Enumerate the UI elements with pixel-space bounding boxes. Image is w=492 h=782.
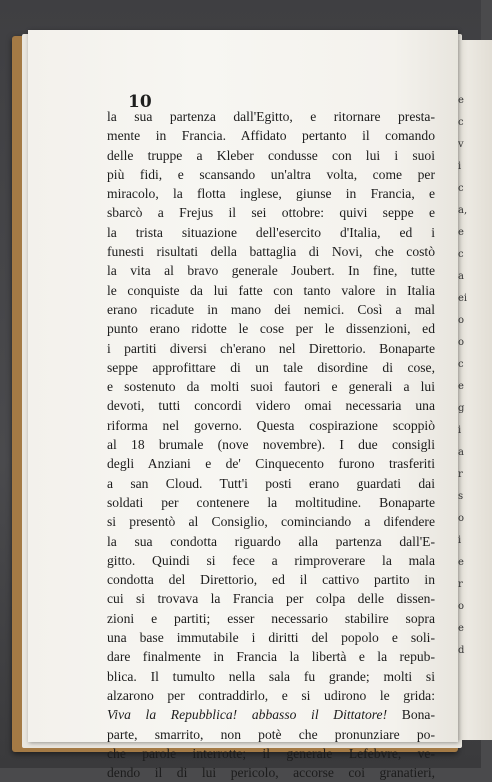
facing-page-fragment: a, — [458, 205, 468, 216]
facing-page-fragment: r — [458, 579, 463, 590]
text-line: degli Anziani e de' Cinquecento furono trasferiti — [107, 456, 435, 472]
text-line: a san Cloud. Tutt'i posti erano guardati dai — [107, 475, 435, 491]
text-line: parte, smarrito, non potè che pronunziare po- — [107, 726, 435, 742]
text-line: e sostenuto da molti suoi fautori e generali a lui — [107, 379, 435, 395]
text-line: seppe approfittare di un tale disordine di cose, — [107, 359, 435, 375]
text-line: i partiti diversi ch'erano nel Direttorio. Bonaparte — [107, 340, 435, 356]
facing-page-fragment: o — [458, 513, 465, 524]
page-number: 10 — [128, 92, 152, 112]
text-line: la vita al bravo generale Joubert. In fine, tutte — [107, 263, 435, 279]
text-line: alzarono per contraddirlo, e si udirono le grida: — [107, 687, 435, 703]
facing-page-fragment: d — [458, 645, 465, 656]
text-line: che parole interrotte; il generale Lefebvre, ve- — [107, 745, 435, 761]
text-line: delle truppe a Kleber condusse con lui i suoi — [107, 147, 435, 163]
facing-page-fragment: i — [458, 161, 462, 172]
facing-page-text — [458, 90, 480, 662]
facing-page-fragment: a — [458, 271, 464, 282]
text-line: erano ricadute in mano dei nemici. Così a mal — [107, 301, 435, 317]
facing-page-fragment: e — [458, 381, 464, 392]
text-line: riforma nel governo. Questa cospirazione scoppiò — [107, 417, 435, 433]
text-line: funesti risultati della battaglia di Novi, che costò — [107, 244, 435, 260]
facing-page-fragment: e — [458, 623, 464, 634]
facing-page-fragment: c — [458, 117, 464, 128]
text-line: blica. Il tumulto nella sala fu grande; molti si — [107, 668, 435, 684]
text-line: la sua condotta riguardo alla partenza dall'E- — [107, 533, 435, 549]
text-line: la trista situazione dell'esercito d'Italia, ed i — [107, 224, 435, 240]
facing-page-fragment: o — [458, 601, 465, 612]
facing-page-fragment: o — [458, 337, 465, 348]
facing-page-fragment: e — [458, 95, 464, 106]
text-fragment: Bona- — [387, 707, 435, 723]
text-line: al 18 brumale (nove novembre). I due consigli — [107, 437, 435, 453]
facing-page-fragment: ei — [458, 293, 468, 304]
text-line: la sua partenza dall'Egitto, e ritornare presta- — [107, 109, 435, 124]
facing-page-fragment: e — [458, 557, 464, 568]
text-line-mixed — [107, 705, 435, 724]
text-line: si presentò al Consiglio, cominciando a difendere — [107, 514, 435, 530]
text-line: zioni e partiti; esser necessario stabilire sopra — [107, 610, 435, 626]
text-line: condotta del Direttorio, ed il cattivo partito in — [107, 572, 435, 588]
text-line: gitto. Quindi si fece a rimproverare la mala — [107, 552, 435, 568]
facing-page-fragment: c — [458, 359, 464, 370]
text-line: miracolo, la flotta inglese, giunse in Francia, e — [107, 186, 435, 202]
facing-page-fragment: r — [458, 469, 463, 480]
facing-page-fragment: a — [458, 447, 464, 458]
text-line: cui si trovava la Francia per colpa delle dissen- — [107, 591, 435, 607]
page-body-text — [107, 107, 435, 782]
text-line: sbarcò a Frejus il sei ottobre: quivi seppe e — [107, 205, 435, 221]
text-line: devoti, tutti concordi videro omai necessaria una — [107, 398, 435, 414]
text-line: soldati per contenere la moltitudine. Bonaparte — [107, 494, 435, 510]
text-line: più fidi, e scansando un'altra volta, come per — [107, 166, 435, 182]
facing-page-fragment: c — [458, 249, 464, 260]
facing-page-fragment: v — [458, 139, 464, 150]
text-line: dare finalmente in Francia la libertà e la repub- — [107, 649, 435, 665]
facing-page-fragment: e — [458, 227, 464, 238]
italic-exclamation: Viva la Repubblica! abbasso il Dittatore! — [107, 707, 388, 723]
facing-page-fragment: i — [458, 425, 462, 436]
text-line: dendo il di lui pericolo, accorse coi granatieri, — [107, 765, 435, 781]
facing-page-fragment: g — [458, 403, 465, 414]
text-line: una base immutabile i diritti del popolo e soli- — [107, 630, 435, 646]
text-line: le conquiste da lui fatte con tanto valore in Italia — [107, 282, 435, 298]
facing-page-fragment: o — [458, 315, 465, 326]
facing-page-fragment: i — [458, 535, 462, 546]
text-line: punto erano ridotte le cose per le dissenzioni, ed — [107, 321, 435, 337]
text-line: mente in Francia. Affidato pertanto il comando — [107, 128, 435, 144]
facing-page-fragment: c — [458, 183, 464, 194]
facing-page-fragment: s — [458, 491, 464, 502]
